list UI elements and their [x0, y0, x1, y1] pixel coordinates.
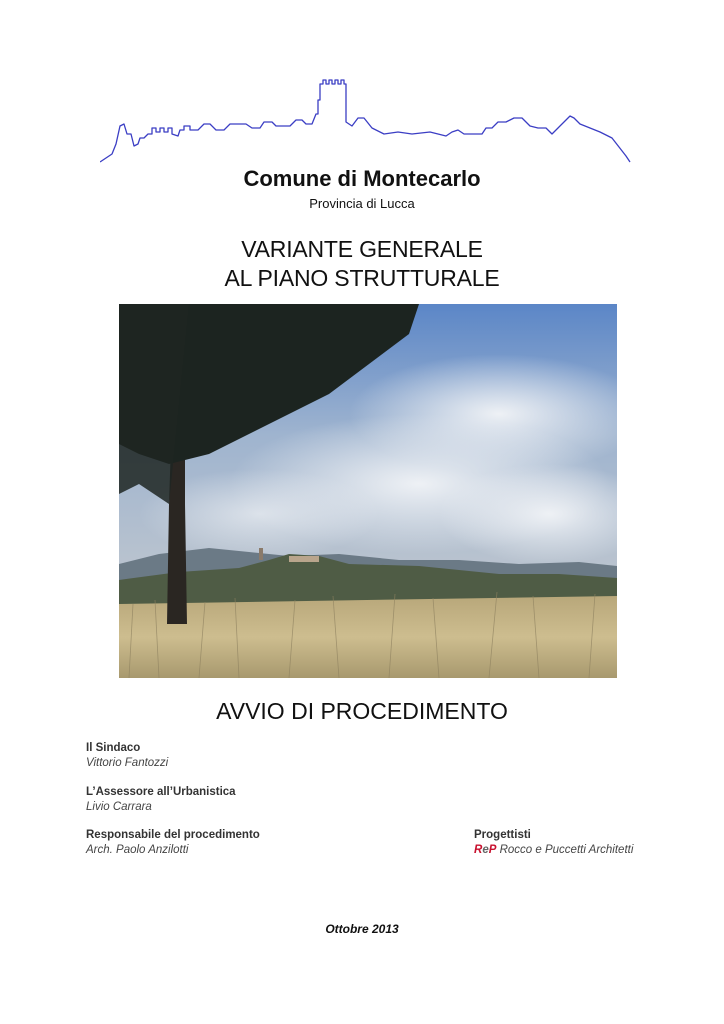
document-date: Ottobre 2013 — [325, 922, 399, 936]
mayor-name: Vittorio Fantozzi — [86, 757, 169, 769]
manager-label: Responsabile del procedimento — [86, 829, 260, 841]
montecarlo-skyline-logo — [100, 78, 632, 164]
procedure-title: AVVIO DI PROCEDIMENTO — [216, 698, 508, 724]
title-line-2: AL PIANO STRUTTURALE — [224, 265, 500, 291]
province-name: Provincia di Lucca — [309, 196, 415, 211]
mayor-label: Il Sindaco — [86, 742, 141, 754]
rep-logo-p: P — [488, 844, 497, 856]
designers-line — [474, 843, 633, 858]
assessor-block — [86, 785, 236, 815]
assessor-label: L’Assessore all’Urbanistica — [86, 786, 236, 798]
designers-name: Rocco e Puccetti Architetti — [499, 844, 634, 856]
rep-logo-r: R — [474, 844, 483, 856]
manager-block — [86, 828, 260, 858]
mayor-block — [86, 741, 168, 771]
designers-label: Progettisti — [474, 829, 531, 841]
municipality-name: Comune di Montecarlo — [243, 166, 481, 191]
landscape-photo — [119, 304, 617, 678]
assessor-name: Livio Carrara — [86, 801, 152, 813]
title-line-1: VARIANTE GENERALE — [241, 236, 483, 262]
rep-logo-e: e — [482, 844, 489, 856]
manager-name: Arch. Paolo Anzilotti — [86, 844, 189, 856]
designers-block — [474, 828, 633, 858]
